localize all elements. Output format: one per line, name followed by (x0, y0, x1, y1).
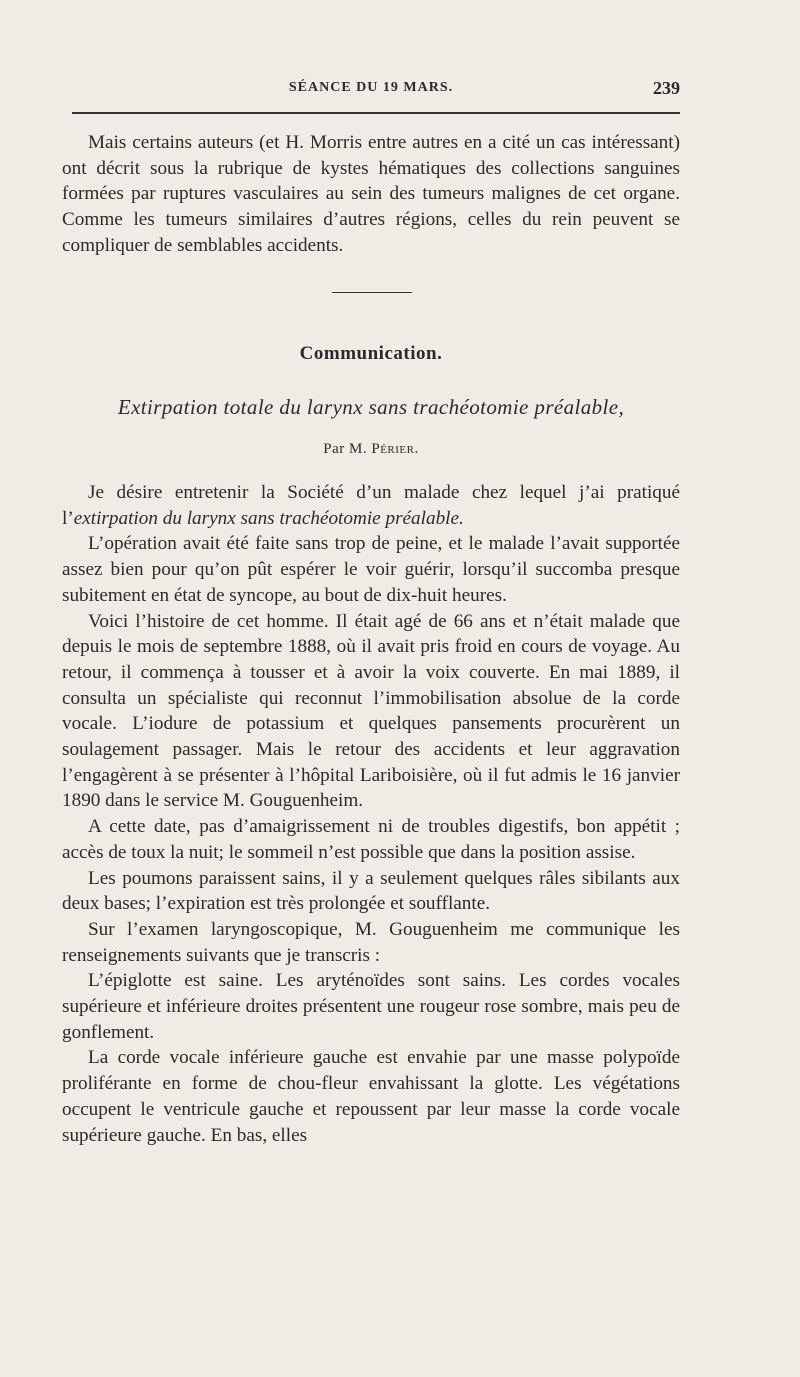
page-header (62, 78, 680, 104)
paragraph-2: L’opération avait été faite sans trop de peine, et le malade l’avait supportée assez bien pour qu’on pût espérer le voir guérir, lorsqu’il succomba presque subitement en état de syncope, au bout de dix-huit heures. (62, 533, 680, 606)
main-text (62, 480, 680, 1148)
article-title: Extirpation totale du larynx sans trachéotomie préalable, (117, 395, 625, 419)
section-divider (332, 292, 412, 293)
paragraph-8: La corde vocale inférieure gauche est envahie par une masse polypoïde proliférante en forme de chou-fleur envahissant la glotte. Les végétations occupent le ventricule gauche et repoussent par leur masse la corde vocale supérieure gauche. En bas, elles (62, 1047, 680, 1146)
paragraph-1-emphasis: extirpation du larynx sans trachéotomie préalable. (73, 507, 464, 529)
author-line (62, 441, 680, 458)
author-name: Périer. (371, 441, 419, 457)
paragraph-6: Sur l’examen laryngoscopique, M. Gouguenheim me communique les renseignements suivants que je transcris : (62, 918, 680, 966)
paragraph-4: A cette date, pas d’amaigrissement ni de troubles digestifs, bon appétit ; accès de toux la nuit; le sommeil n’est possible que dans la position assise. (62, 816, 680, 863)
author-prefix: Par M. (323, 441, 368, 457)
page-number: 239 (653, 78, 680, 98)
paragraph-7: L’épiglotte est saine. Les aryténoïdes sont sains. Les cordes vocales supérieure et inférieure droites présentent une rougeur rose sombre, mais peu de gonflement. (62, 970, 680, 1043)
header-rule (72, 112, 680, 114)
paragraph-1 (62, 480, 680, 531)
section-title: Communication. (299, 343, 443, 364)
paragraph-1-lead: Je désire entretenir la Société d’un malade chez lequel j’ai pratiqué l’ (62, 482, 680, 529)
paragraph-5: Les poumons paraissent sains, il y a seulement quelques râles sibilants aux deux bases; l’expiration est très prolongée et soufflante. (62, 867, 680, 915)
intro-block (62, 130, 680, 259)
running-title: SÉANCE DU 19 MARS. (288, 80, 454, 95)
intro-paragraph: Mais certains auteurs (et H. Morris entre autres en a cité un cas intéressant) ont décrit sous la rubrique de kystes hématiques des collections sanguines formées par ruptures vasculaires au sein des tumeurs malignes de cet organe. Comme les tumeurs similaires d’autres régions, celles du rein peuvent se compliquer de semblables accidents. (62, 132, 680, 256)
paragraph-3: Voici l’histoire de cet homme. Il était agé de 66 ans et n’était malade que depuis le mois de septembre 1888, où il avait pris froid en cours de voyage. Au retour, il commença à tousser et à avoir la voix couverte. En mai 1889, il consulta un spécialiste qui reconnut l’immobilisation absolue de la corde vocale. L’iodure de potassium et quelques pansements procurèrent un soulagement passager. Mais le retour des accidents et leur aggravation l’engagèrent à se présenter à l’hôpital Lariboisière, où il fut admis le 16 janvier 1890 dans le service M. Gouguenheim. (62, 610, 680, 812)
